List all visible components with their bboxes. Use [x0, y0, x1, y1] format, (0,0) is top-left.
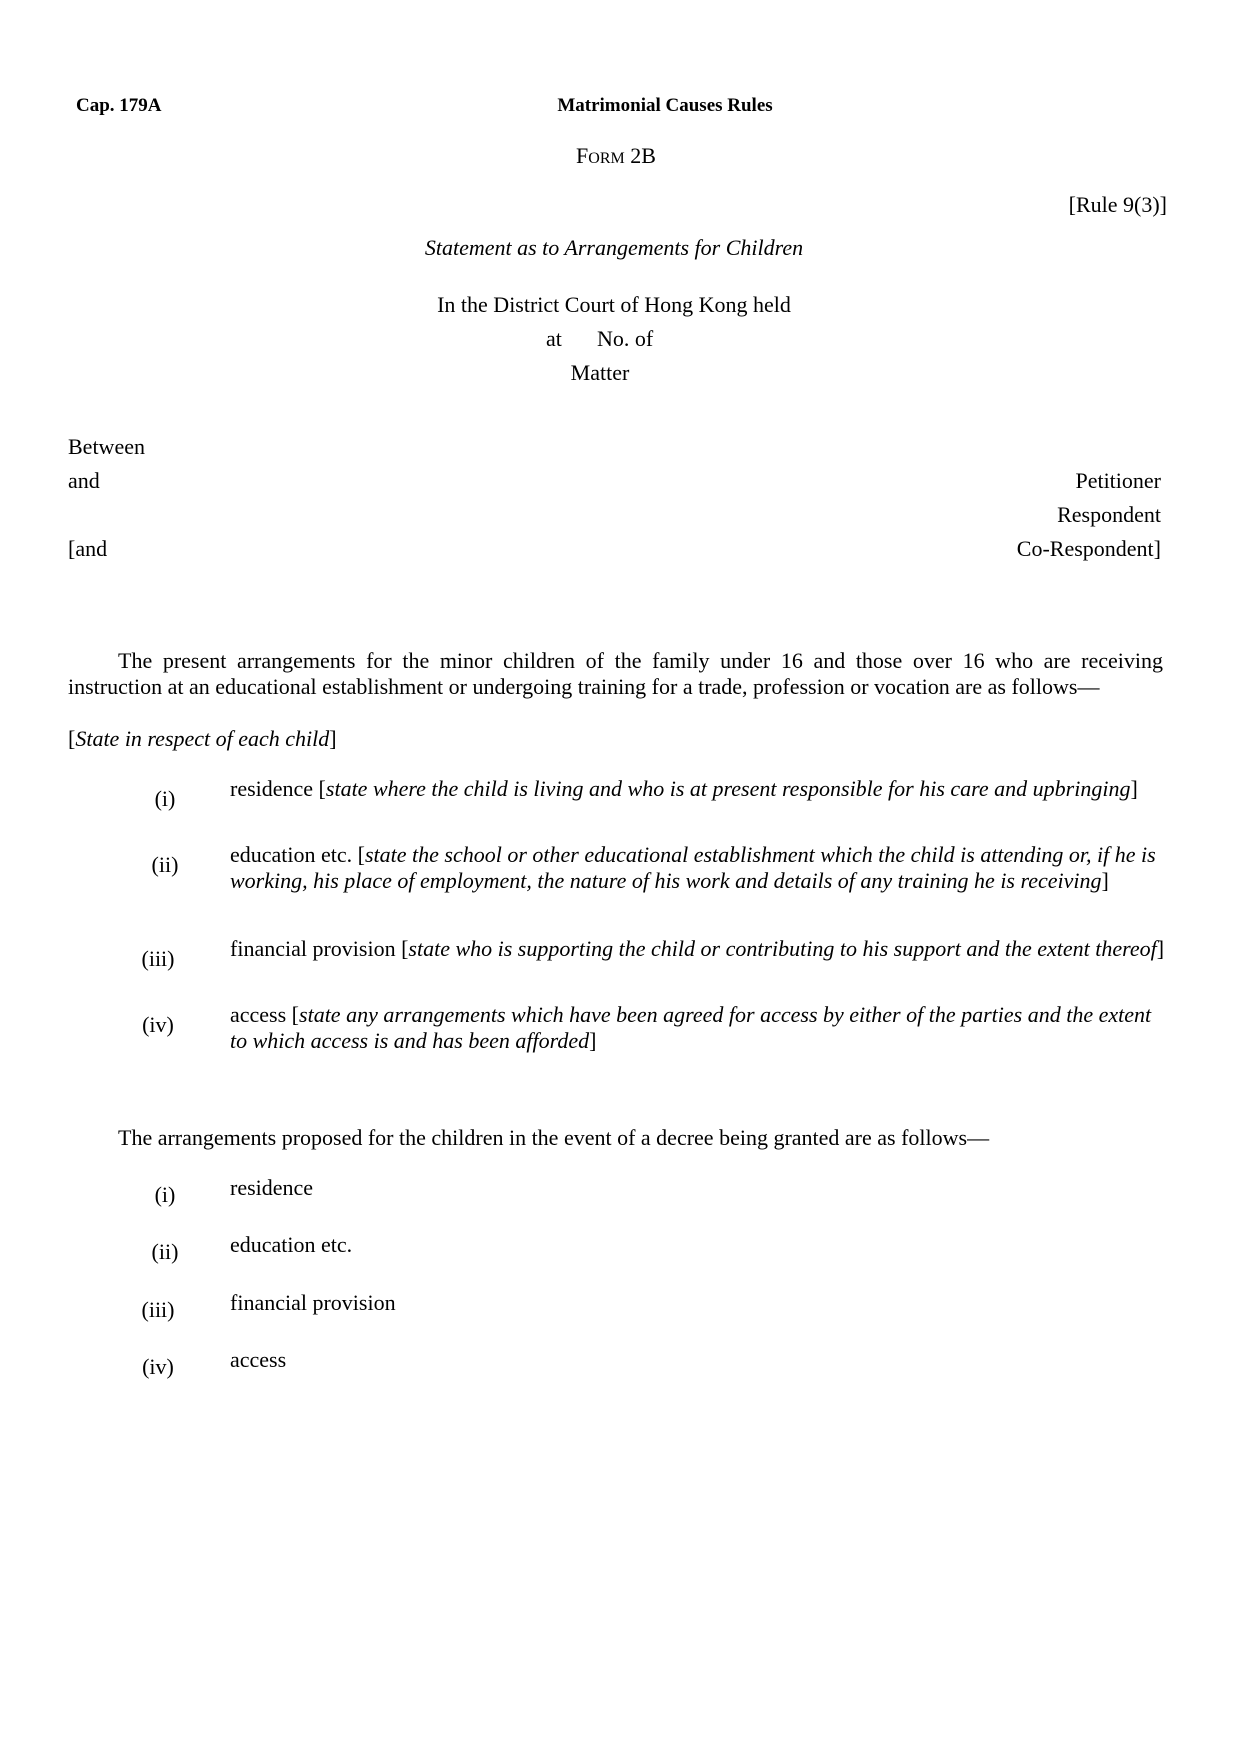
instruction-note	[68, 726, 337, 752]
party-co-respondent: Co-Respondent]	[1016, 536, 1161, 561]
note-text: State in respect of each child	[75, 726, 330, 751]
note-close: ]	[329, 726, 337, 751]
list-number: (i)	[154, 786, 176, 811]
party-between: Between	[68, 434, 145, 459]
form-number-value: 2B	[624, 143, 656, 168]
chapter-label: Cap. 179A	[76, 95, 162, 116]
item-label: financial provision [	[230, 936, 409, 961]
court-at: at	[546, 326, 562, 351]
list-item	[230, 936, 1165, 962]
list-item: education etc.	[230, 1232, 353, 1257]
form-small-caps: ORM	[588, 150, 625, 167]
court-no-of: No. of	[597, 326, 654, 351]
form-heading: Statement as to Arrangements for Children	[424, 235, 804, 260]
item-close: ]	[1101, 868, 1109, 893]
list-number: (iii)	[141, 1297, 175, 1322]
list-number: (i)	[154, 1182, 176, 1207]
form-first-letter: F	[576, 143, 589, 168]
list-number: (iv)	[142, 1012, 174, 1037]
list-number: (ii)	[151, 1239, 179, 1264]
list-item	[230, 842, 1165, 894]
list-number: (iii)	[141, 946, 175, 971]
court-line: In the District Court of Hong Kong held	[437, 292, 791, 317]
item-detail: state the school or other educational establishment which the child is attending or, if he is working, his place of employment, the nature of his work and details of any training he is receiving	[230, 842, 1156, 893]
list-item: financial provision	[230, 1290, 396, 1315]
party-and-bracket: [and	[68, 536, 108, 561]
court-matter: Matter	[570, 360, 630, 385]
list-item	[230, 776, 1165, 802]
item-label: access [	[230, 1002, 300, 1027]
present-arrangements-intro: The present arrangements for the minor children of the family under 16 and those over 16 who are receiving instruction at an educational establishment or undergoing training for a trade, profession or vocation are as follows—	[68, 648, 1163, 699]
list-number: (iv)	[142, 1354, 174, 1379]
list-number: (ii)	[151, 852, 179, 877]
party-respondent: Respondent	[1057, 502, 1161, 527]
item-close: ]	[1130, 776, 1138, 801]
form-number	[576, 143, 656, 169]
item-detail: state where the child is living and who is at present responsible for his care and upbringing	[325, 776, 1131, 801]
item-detail: state any arrangements which have been agreed for access by either of the parties and the extent to which access is and has been afforded	[230, 1002, 1152, 1053]
list-item: access	[230, 1347, 287, 1372]
party-petitioner: Petitioner	[1075, 468, 1161, 493]
party-and: and	[68, 468, 100, 493]
document-title: Matrimonial Causes Rules	[557, 95, 773, 116]
item-label: education etc. [	[230, 842, 365, 867]
item-detail: state who is supporting the child or contributing to his support and the extent thereof	[408, 936, 1157, 961]
note-open: [	[68, 726, 76, 751]
item-close: ]	[1156, 936, 1165, 961]
rule-reference: [Rule 9(3)]	[1068, 192, 1167, 217]
proposed-arrangements-intro: The arrangements proposed for the children in the event of a decree being granted are as follows—	[118, 1125, 990, 1150]
list-item: residence	[230, 1175, 314, 1200]
item-close: ]	[589, 1028, 597, 1053]
item-label: residence [	[230, 776, 326, 801]
list-item	[230, 1002, 1165, 1054]
